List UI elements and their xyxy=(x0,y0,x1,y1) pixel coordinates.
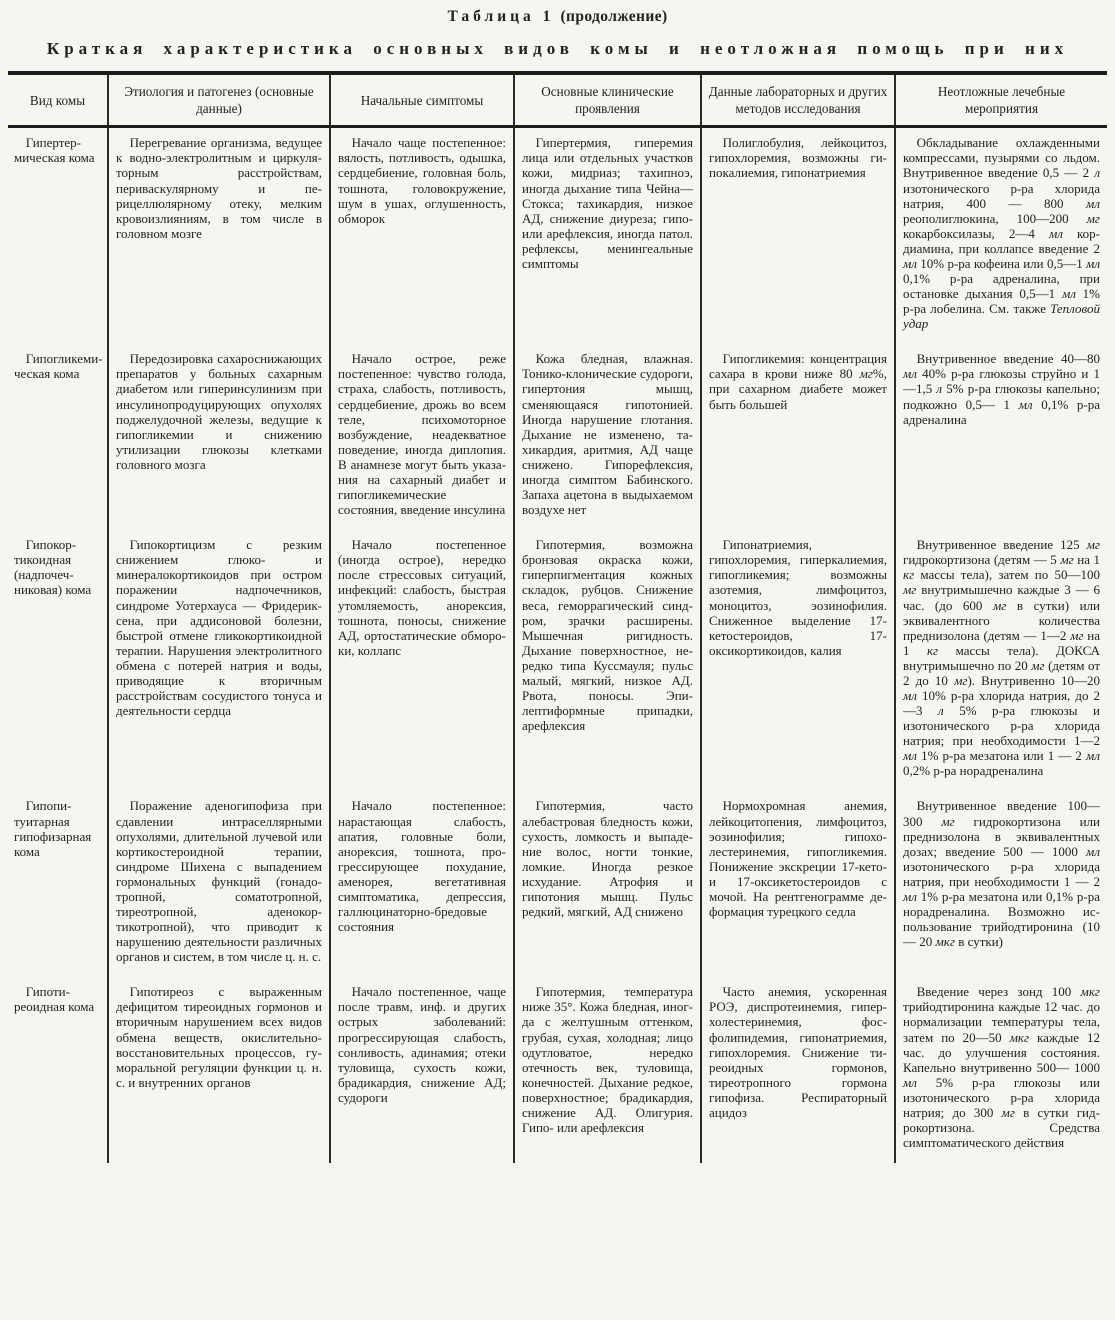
table-subtitle: Краткая характеристика основных видов комы и неотложная помощь при них xyxy=(46,39,1069,58)
table-number: Таблица 1 xyxy=(447,8,555,25)
table-row-hypoglycemic-coma xyxy=(8,344,1107,530)
cell-coma-type: Гипотиреоидная кома xyxy=(14,984,95,1015)
cell-etiology: Гипотиреоз с выраженным дефицитом тиреоидных гормонов и вторичным нарушением всех видов обмена веществ, окислительно-восстановительных процессов, гуморальной регуляции функции ц. н. с. и внутренних органов xyxy=(108,977,330,1163)
cell-treatment: Внутривенное введение 40—80 мл 40% р-ра глюкозы струйно и 1—1,5 л 5% р-ра глюкозы капельно; подкожно 0,5— 1 мл 0,1% р-ра адреналина xyxy=(895,344,1107,530)
cell-initial-symptoms: Начало острое, реже постепенное: чувство голода, страха, слабость, потливость, сердцебиение, дрожь во всем теле, психомоторное возбуждение, неадекватное поведение, иногда диплопия. В анамнезе могут быть указания на сахарный диабет и гипогликемические состояния, введение инсулина xyxy=(330,344,514,530)
cell-initial-symptoms: Начало чаще постепенное: вялость, потливость, одышка, сердцебиение, головная боль, тошнота, головокружение, шум в ушах, оглушенность, обморок xyxy=(330,127,514,345)
cell-coma-type: Гипокортикоидная (надпочечниковая) кома xyxy=(14,537,92,598)
cell-clinical-manifestations: Гипотермия, возможна бронзовая окраска кожи, гиперпигментация кожных складок, рубцов. Снижение веса, геморрагический синдром, зрачки расширены. Мышечная ригидность. Дыхание поверхностное, нередко типа Куссмауля; пульс малый, мягкий, низкое АД. Рвота, поносы. Эпилептиформные припадки, арефлексия xyxy=(514,530,701,791)
table-header xyxy=(8,73,1107,127)
table-body xyxy=(8,127,1107,1163)
cell-lab-data: Полиглобулия, лейкоцитоз, гипохлоремия, возможны гипокалиемия, гипонатриемия xyxy=(701,127,895,345)
cell-lab-data: Нормохромная анемия, лейкоцитопения, лимфоцитоз, эозинофилия; гипохолестеринемия, гипогликемия. Понижение экскреции 17-кето- и 17-оксикетостероидов с мочой. На рентгенограмме деформация турецкого седла xyxy=(701,791,895,977)
col-header-clinical-manifestations: Основные клинические проявления xyxy=(514,73,701,127)
cell-treatment: Внутривенное введение 125 мг гидрокортизона (детям — 5 мг на 1 кг массы тела), затем по 50—100 мг внутримышечно каждые 3 — 6 час. (до 600 мг в сутки) или эквивалентного количества преднизолона (детям — 1—2 мг на 1 кг массы тела). ДОКСА внутримышечно по 20 мг (детям от 2 до 10 мг). Внутривенно 10—20 мл 10% р-ра хлорида натрия, до 2—3 л 5% р-ра глюкозы и изотонического р-ра хлорида натрия; при необходимости 1—2 мл 1% р-ра мезатона или 1 — 2 мл 0,2% р-ра норадреналина xyxy=(895,530,1107,791)
cell-etiology: Перегревание организма, ведущее к водно-электролитным и циркуляторным расстройствам, периваскулярному и перицеллюлярному отеку, мелким кровоизлияниям, в том числе в головном мозге xyxy=(108,127,330,345)
cell-lab-data: Гипогликемия: концентрация сахара в крови ниже 80 мг%, при сахарном диабете может быть большей xyxy=(701,344,895,530)
cell-lab-data: Часто анемия, ускоренная РОЭ, диспротеинемия, гиперхолестеринемия, фосфолипидемия, гипонатриемия, гипохлоремия. Снижение тиреоидных гормонов, тиреотропного гормона гипофиза. Респираторный ацидоз xyxy=(701,977,895,1163)
cell-clinical-manifestations: Гипотермия, температура ниже 35°. Кожа бледная, иногда с желтушным оттенком, грубая, сухая, холодная; лицо одутловатое, нередко отечность век, туловища, конечностей. Дыхание редкое, поверхностное; брадикардия, снижение АД. Олигурия. Гипо- или арефлексия xyxy=(514,977,701,1163)
table-row-hypothyroid-coma xyxy=(8,977,1107,1163)
col-header-etiology: Этиология и патогенез (основные данные) xyxy=(108,73,330,127)
col-header-coma-type: Вид комы xyxy=(29,92,86,108)
cell-lab-data: Гипонатриемия, гипохлоремия, гиперкалиемия, гипогликемия; возможны азотемия, лимфоцитоз, моноцитоз, эозинофилия. Сниженное выделение 17-кетостероидов, 17-оксикортикоидов, калия xyxy=(701,530,895,791)
table-caption xyxy=(8,8,1107,26)
cell-treatment: Внутривенное введение 100—300 мг гидрокортизона или преднизолона в эквивалентных дозах; введение 500 — 1000 мл изотонического р-ра хлорида натрия, при необходимости 1 — 2 мл 1% р-ра мезатона или 0,1% р-ра норадреналина. Возможно использование трийодтиронина (10 — 20 мкг в сутки) xyxy=(895,791,1107,977)
header-row xyxy=(8,73,1107,127)
cell-treatment: Введение через зонд 100 мкг трийодтиронина каждые 12 час. до нормализации температуры тела, затем по 20—50 мкг каждые 12 час. до улучшения состояния. Капельно внутривенно 500— 1000 мл 5% р-ра глюкозы или изотонического р-ра хлорида натрия; до 300 мг в сутки гидрокортизона. Средства симптоматического действия xyxy=(895,977,1107,1163)
cell-clinical-manifestations: Гипертермия, гиперемия лица или отдельных участков кожи, мидриаз; тахипноэ, иногда дыхание типа Чейна—Стокса; тахикардия, низкое АД, снижение диуреза; гипо- или арефлексия, иногда патол. рефлексы, менингеальные симптомы xyxy=(514,127,701,345)
cell-etiology: Поражение аденогипофиза при сдавлении интраселлярными опухолями, длительной лучевой или кортикостероидной терапии, синдроме Шихена с выпадением гормональных функций (гонадотропной, соматотропной, тиреотропной, аденокортикотропной), что приводит к нарушению деятельности различных органов и систем, в том числе ц. н. с. xyxy=(108,791,330,977)
cell-coma-type: Гипопитуитарная гипофизарная кома xyxy=(14,798,92,859)
table-row-hypopituitary-coma xyxy=(8,791,1107,977)
cell-clinical-manifestations: Гипотермия, часто алебастровая бледность кожи, сухость, ломкость и выпадение волос, ногти тонкие, ломкие. Иногда резкое исхудание. Атрофия и гипотония мышц. Пульс редкий, мягкий, АД снижено xyxy=(514,791,701,977)
cell-coma-type: Гипертермическая кома xyxy=(14,135,95,166)
table-row-hyperthermic-coma xyxy=(8,127,1107,345)
col-header-treatment: Неотложные лечебные мероприятия xyxy=(895,73,1107,127)
coma-characteristics-table xyxy=(8,71,1107,1163)
cell-initial-symptoms: Начало постепенное: нарастающая слабость, апатия, головные боли, анорексия, тошнота, прогрессирующее похудание, аменорея, вегетативная симптоматика, депрессия, галлюцинаторно-бредовые состояния xyxy=(330,791,514,977)
cell-initial-symptoms: Начало постепенное, чаще после травм, инф. и других острых заболеваний: прогрессирующая слабость, сонливость, адинамия; отеки туловища, сухость кожи, брадикардия, снижение АД; судороги xyxy=(330,977,514,1163)
cell-coma-type: Гипогликемическая кома xyxy=(14,351,103,382)
cell-clinical-manifestations: Кожа бледная, влажная. Тонико-клонические судороги, гипертония мышц, сменяющаяся гипотонией. Иногда нарушение глотания. Дыхание не изменено, тахикардия, аритмия, АД чаще снижено. Гипорефлексия, иногда симптом Бабинского. Запаха ацетона в выдыхаемом воздухе нет xyxy=(514,344,701,530)
col-header-initial-symptoms: Начальные симптомы xyxy=(330,73,514,127)
cell-initial-symptoms: Начало постепенное (иногда острое), нередко после стрессовых ситуаций, инфекций: слабость, быстрая утомляемость, анорексия, тошнота, поносы, снижение АД, ортостатические обмороки, коллапс xyxy=(330,530,514,791)
cell-treatment: Обкладывание охлажденными компрессами, пузырями со льдом. Внутривенное введение 0,5 — 2 л изотонического р-ра хлорида натрия, 400 — 800 мл реополиглюкина, 100—200 мг кокарбоксилазы, 2—4 мл кордиамина, при коллапсе введение 2 мл 10% р-ра кофеина или 0,5—1 мл 0,1% р-ра адреналина, при остановке дыхания 0,5—1 мл 1% р-ра лобелина. См. также Тепловой удар xyxy=(895,127,1107,345)
table-row-hypocorticoid-coma xyxy=(8,530,1107,791)
table-continuation-note: (продолжение) xyxy=(560,8,668,25)
cell-etiology: Передозировка сахароснижающих препаратов у больных сахарным диабетом или гиперинсулинизм при инсулинопродуцирующих опухолях поджелудочной железы, ведущие к гипогликемии и снижению утилизации глюкозы клетками головного мозга xyxy=(108,344,330,530)
col-header-lab-data: Данные лабораторных и других методов исследования xyxy=(701,73,895,127)
cell-etiology: Гипокортицизм с резким снижением глюко- и минералокортикоидов при остром поражении надпочечников, синдроме Уотерхауса — Фридериксена, при аддисоновой болезни, быстрой отмене гликокортикоидной терапии. Нарушения электролитного обмена с потерей натрия и воды, приводящие к вторичным расстройствам сосудистого тонуса и деятельности сердца xyxy=(108,530,330,791)
